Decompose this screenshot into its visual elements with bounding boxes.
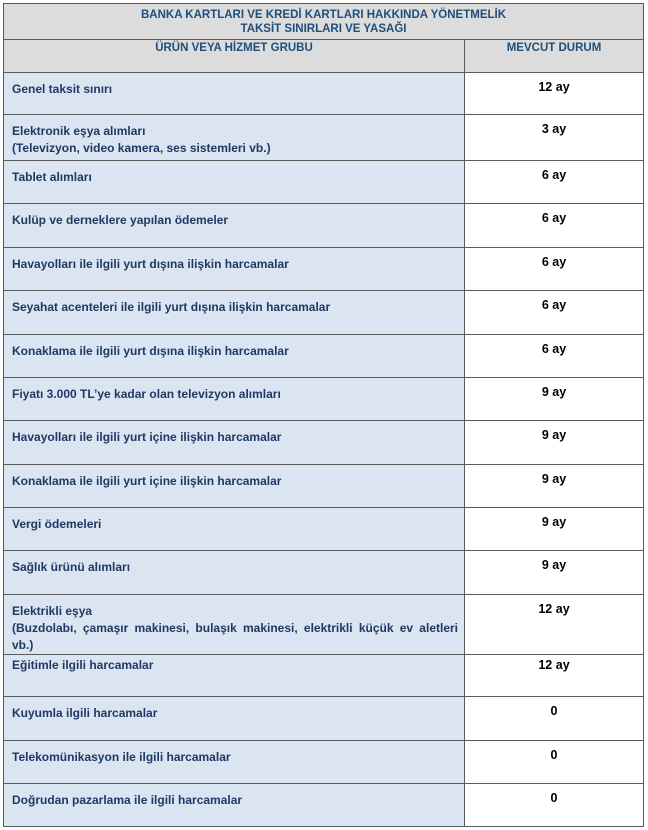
row-value: 9 ay xyxy=(465,421,644,465)
header-row xyxy=(4,40,644,73)
row-value: 3 ay xyxy=(465,115,644,161)
table-title xyxy=(4,4,644,40)
row-value: 6 ay xyxy=(465,291,644,335)
table-row xyxy=(4,551,644,595)
table-row xyxy=(4,784,644,827)
row-value: 12 ay xyxy=(465,595,644,655)
row-label: Elektronik eşya alımları (Televizyon, video kamera, ses sistemleri vb.) xyxy=(4,115,465,161)
row-label: Fiyatı 3.000 TL’ye kadar olan televizyon alımları xyxy=(4,378,465,421)
row-label: Tablet alımları xyxy=(4,161,465,204)
row-value: 9 ay xyxy=(465,508,644,551)
row-label: Eğitimle ilgili harcamalar xyxy=(4,655,465,697)
row-label: Telekomünikasyon ile ilgili harcamalar xyxy=(4,741,465,784)
row-label: Elektrikli eşya (Buzdolabı, çamaşır makinesi, bulaşık makinesi, elektrikli küçük ev aletleri vb.) xyxy=(4,595,465,655)
table-row xyxy=(4,508,644,551)
table-row xyxy=(4,204,644,248)
table-row xyxy=(4,421,644,465)
row-value: 9 ay xyxy=(465,551,644,595)
table-row xyxy=(4,697,644,741)
title-line-2: TAKSİT SINIRLARI VE YASAĞI xyxy=(240,22,407,35)
table-row xyxy=(4,378,644,421)
table-row xyxy=(4,291,644,335)
table-row xyxy=(4,73,644,115)
installment-limits-table xyxy=(3,3,644,827)
row-label: Kulüp ve derneklere yapılan ödemeler xyxy=(4,204,465,248)
row-label: Genel taksit sınırı xyxy=(4,73,465,115)
title-line-1: BANKA KARTLARI VE KREDİ KARTLARI HAKKINDA YÖNETMELİK xyxy=(141,8,507,21)
row-label: Seyahat acenteleri ile ilgili yurt dışına ilişkin harcamalar xyxy=(4,291,465,335)
table-row xyxy=(4,655,644,697)
row-value: 6 ay xyxy=(465,335,644,378)
row-value: 6 ay xyxy=(465,161,644,204)
table-row xyxy=(4,465,644,508)
installment-limits-table-sheet xyxy=(3,3,643,827)
row-label: Doğrudan pazarlama ile ilgili harcamalar xyxy=(4,784,465,827)
row-label: Konaklama ile ilgili yurt içine ilişkin harcamalar xyxy=(4,465,465,508)
row-label: Kuyumla ilgili harcamalar xyxy=(4,697,465,741)
row-value: 12 ay xyxy=(465,655,644,697)
table-row xyxy=(4,115,644,161)
row-label: Havayolları ile ilgili yurt içine ilişkin harcamalar xyxy=(4,421,465,465)
row-value: 6 ay xyxy=(465,204,644,248)
table-row xyxy=(4,161,644,204)
row-label: Konaklama ile ilgili yurt dışına ilişkin harcamalar xyxy=(4,335,465,378)
table-row xyxy=(4,335,644,378)
row-value: 0 xyxy=(465,741,644,784)
header-product-group: ÜRÜN VEYA HİZMET GRUBU xyxy=(4,40,465,73)
row-value: 6 ay xyxy=(465,248,644,291)
row-value: 9 ay xyxy=(465,378,644,421)
title-row xyxy=(4,4,644,40)
table-row xyxy=(4,248,644,291)
table-row xyxy=(4,595,644,655)
row-value: 12 ay xyxy=(465,73,644,115)
row-value: 0 xyxy=(465,784,644,827)
table-row xyxy=(4,741,644,784)
row-label: Vergi ödemeleri xyxy=(4,508,465,551)
row-label: Sağlık ürünü alımları xyxy=(4,551,465,595)
row-value: 9 ay xyxy=(465,465,644,508)
row-label: Havayolları ile ilgili yurt dışına ilişkin harcamalar xyxy=(4,248,465,291)
row-value: 0 xyxy=(465,697,644,741)
header-current-status: MEVCUT DURUM xyxy=(465,40,644,73)
